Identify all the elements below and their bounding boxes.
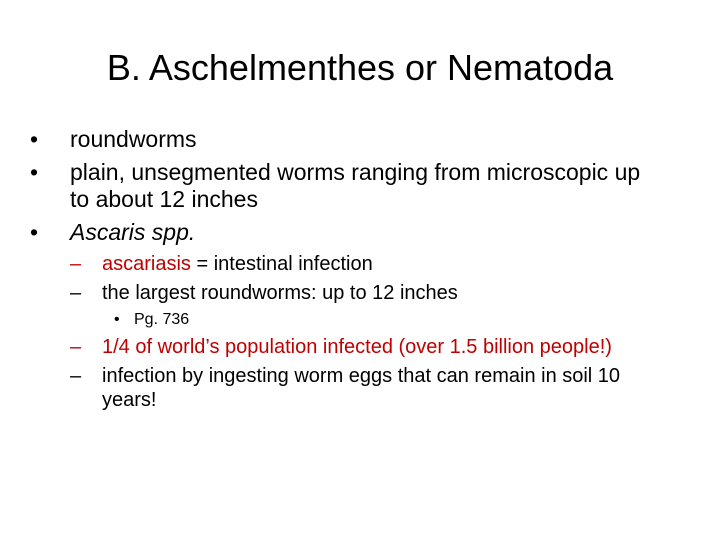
bullet-item bbox=[30, 219, 690, 246]
sub-bullet-rest: = intestinal infection bbox=[190, 253, 373, 275]
bullet-text: roundworms bbox=[70, 126, 197, 152]
sub-bullet-item bbox=[70, 281, 690, 305]
sub-bullet-text bbox=[102, 252, 662, 276]
sub-bullet-item bbox=[70, 364, 690, 412]
bullet-text: plain, unsegmented worms ranging from microscopic up to about 12 inches bbox=[70, 159, 641, 212]
sub-bullet-item bbox=[70, 252, 690, 276]
highlight-term: ascariasis bbox=[102, 253, 191, 275]
bullet-item bbox=[30, 126, 690, 153]
dash-icon: – bbox=[70, 253, 82, 275]
slide-title: B. Aschelmenthes or Nematoda bbox=[106, 47, 614, 88]
sub-sub-bullet-text: Pg. 736 bbox=[134, 311, 190, 328]
bullet-text: Ascaris spp. bbox=[70, 219, 196, 245]
bullet-icon: • bbox=[30, 126, 39, 152]
bullet-icon: • bbox=[30, 219, 39, 245]
sub-bullet-item bbox=[70, 335, 690, 359]
sub-bullet-text: the largest roundworms: up to 12 inches bbox=[102, 282, 458, 304]
slide-body bbox=[30, 126, 690, 417]
dash-icon: – bbox=[70, 336, 82, 358]
sub-sub-bullet-item bbox=[114, 310, 690, 330]
bullet-icon: • bbox=[30, 159, 39, 185]
dash-icon: – bbox=[70, 282, 82, 304]
bullet-item bbox=[30, 159, 690, 213]
sub-bullet-text: 1/4 of world’s population infected (over 1.5 billion people!) bbox=[102, 336, 612, 358]
sub-bullet-text: infection by ingesting worm eggs that can remain in soil 10 years! bbox=[102, 365, 621, 411]
bullet-icon: • bbox=[114, 311, 120, 328]
dash-icon: – bbox=[70, 365, 82, 387]
